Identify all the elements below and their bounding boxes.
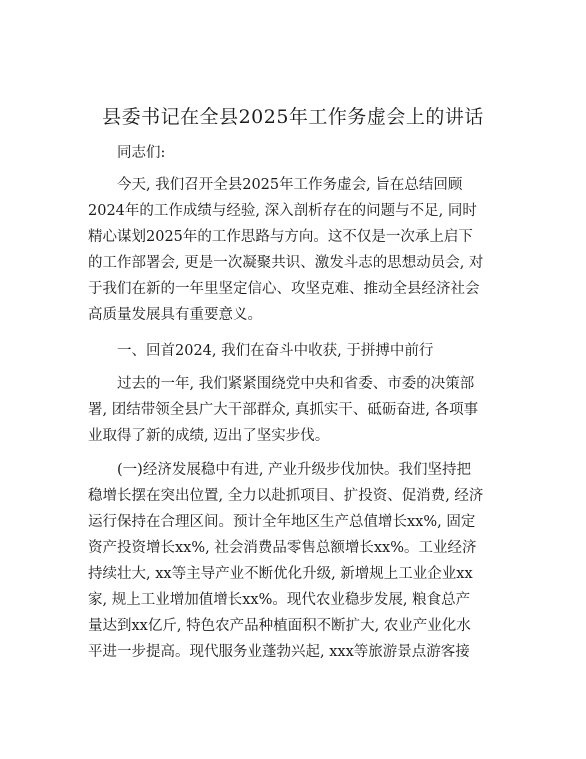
paragraph-line: 家, 规上工业增加值增长xx%。现代农业稳步发展, 粮食总产 (88, 592, 471, 608)
document-title: 县委书记在全县2025年工作务虚会上的讲话 (102, 106, 484, 128)
paragraph-line: 的工作部署会, 更是一次凝聚共识、激发斗志的思想动员会, 对 (88, 255, 484, 271)
paragraph-line: 于我们在新的一年里坚定信心、攻坚克难、推动全县经济社会 (88, 281, 480, 297)
paragraph-line: 精心谋划2025年的工作思路与方向。这不仅是一次承上启下 (88, 229, 473, 245)
paragraph-line: 持续壮大, xx等主导产业不断优化升级, 新增规上工业企业xx (88, 566, 473, 582)
paragraph-line: 运行保持在合理区间。预计全年地区生产总值增长xx%, 固定 (88, 514, 476, 530)
paragraph-line: 资产投资增长xx%, 社会消费品零售总额增长xx%。工业经济 (88, 540, 477, 556)
paragraph-line: 稳增长摆在突出位置, 全力以赴抓项目、扩投资、促消费, 经济 (88, 488, 484, 504)
paragraph-line: 署, 团结带领全县广大干部群众, 真抓实干、砥砺奋进, 各项事 (88, 402, 479, 418)
paragraph-line: 平进一步提高。现代服务业蓬勃兴起, xxx等旅游景点游客接 (88, 644, 470, 660)
paragraph-line: 业取得了新的成绩, 迈出了坚实步伐。 (88, 428, 330, 444)
salutation: 同志们: (117, 145, 166, 161)
paragraph-line: 今天, 我们召开全县2025年工作务虚会, 旨在总结回顾 (117, 177, 463, 193)
paragraph-line: 过去的一年, 我们紧紧围绕党中央和省委、市委的决策部 (117, 376, 475, 392)
paragraph-line: (一)经济发展稳中有进, 产业升级步伐加快。我们坚持把 (117, 462, 472, 478)
paragraph-line: 量达到xx亿斤, 特色农产品种植面积不断扩大, 农业产业化水 (88, 618, 471, 634)
paragraph-line: 2024年的工作成绩与经验, 深入剖析存在的问题与不足, 同时 (88, 203, 477, 219)
section-heading: 一、回首2024, 我们在奋斗中收获, 于拼搏中前行 (117, 343, 434, 359)
paragraph-line: 高质量发展具有重要意义。 (88, 307, 262, 323)
